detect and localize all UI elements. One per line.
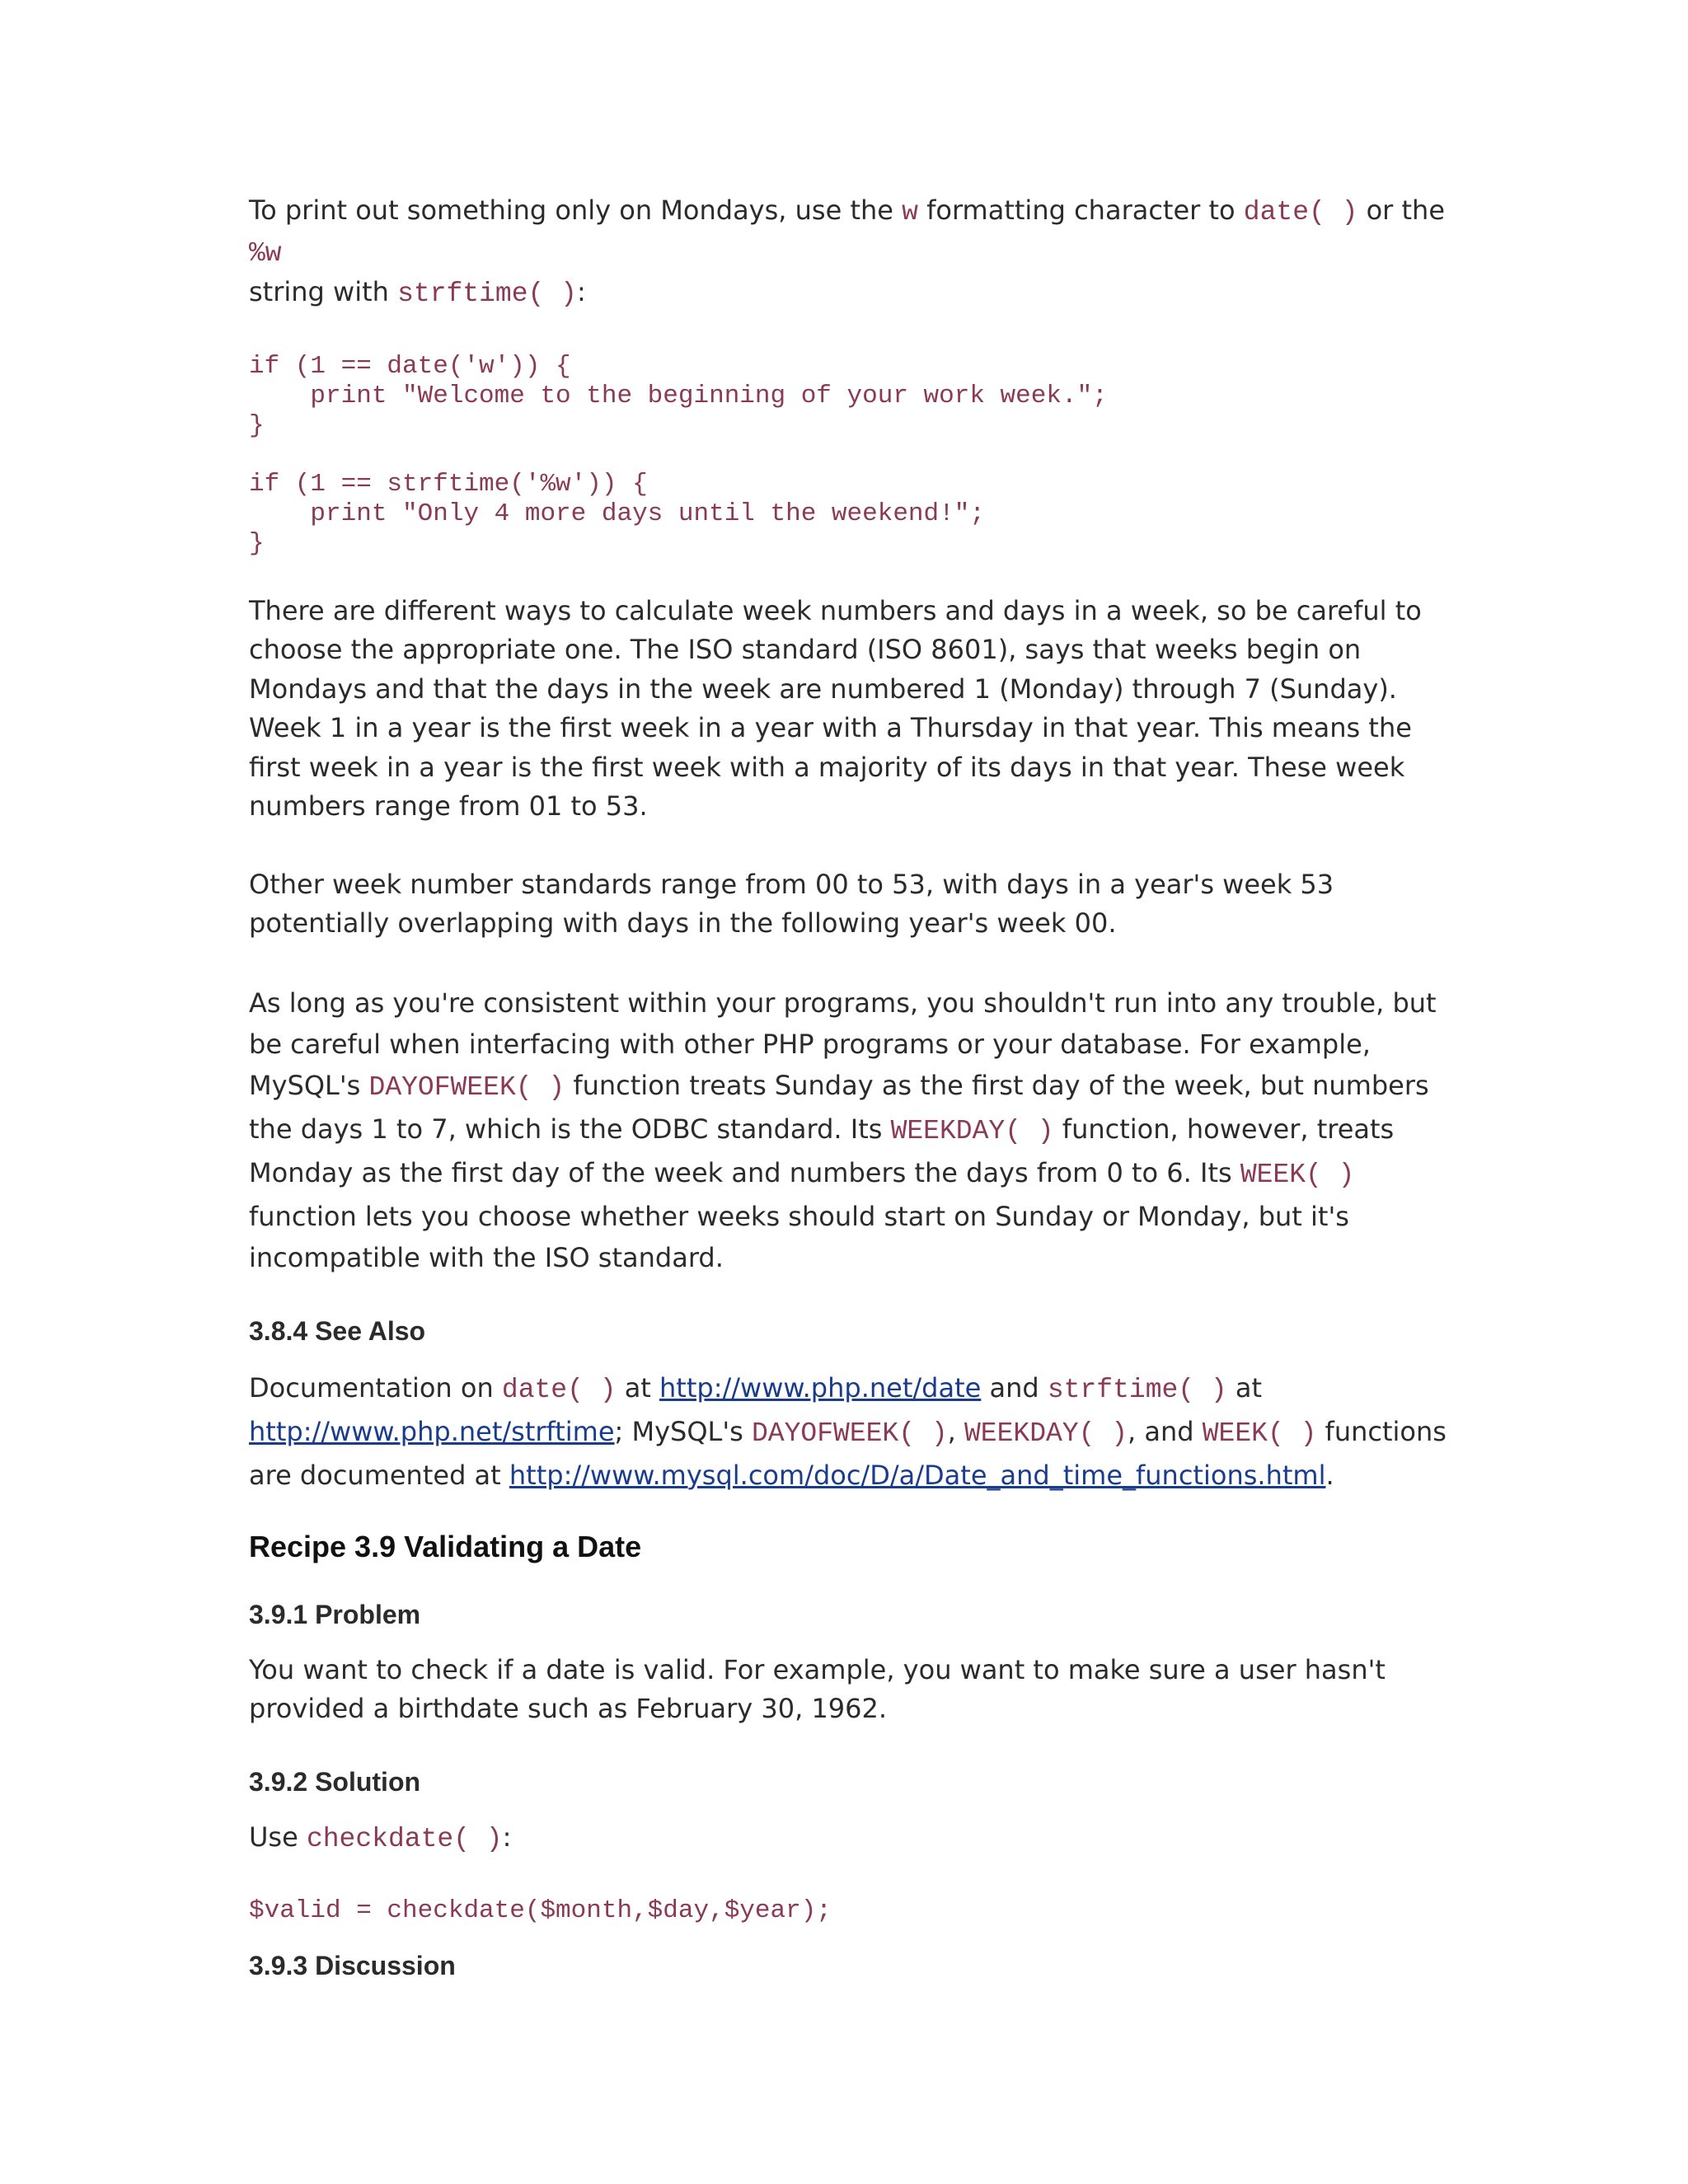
text: function, however, treats Monday as the first day of the week and numbers the days from 0 to 6. Its bbox=[249, 1113, 1395, 1188]
text: , bbox=[947, 1415, 964, 1447]
see-also-heading: 3.8.4 See Also bbox=[249, 1315, 426, 1346]
inline-code: WEEK( ) bbox=[1240, 1159, 1355, 1190]
php-date-link[interactable]: http://www.php.net/date bbox=[659, 1371, 982, 1404]
text: As long as you're consistent within your programs, you shouldn't run into any trouble, but be careful when interfacing with other PHP programs or your database. For example, MySQL's bbox=[249, 987, 1437, 1101]
inline-code: checkdate( ) bbox=[306, 1823, 503, 1854]
text: Documentation on bbox=[249, 1371, 502, 1404]
problem-heading: 3.9.1 Problem bbox=[249, 1599, 421, 1629]
text: . bbox=[1325, 1459, 1334, 1491]
text: at bbox=[616, 1371, 660, 1404]
other-standards-paragraph: Other week number standards range from 00 to 53, with days in a year's week 53 potentially overlapping with days in the following year's week 00. bbox=[249, 868, 1334, 939]
text: functions are documented at bbox=[249, 1415, 1447, 1491]
code-block-checkdate: $valid = checkdate($month,$day,$year); bbox=[249, 1896, 832, 1925]
inline-code: WEEKDAY( ) bbox=[964, 1418, 1128, 1449]
text: function treats Sunday as the first day of the week, but numbers the days 1 to 7, which is the ODBC standard. Its bbox=[249, 1069, 1429, 1145]
inline-code: date( ) bbox=[501, 1374, 617, 1405]
text: and bbox=[981, 1371, 1048, 1404]
solution-heading: 3.9.2 Solution bbox=[249, 1766, 421, 1797]
mysql-paragraph bbox=[249, 982, 1469, 1278]
see-also-paragraph bbox=[249, 1367, 1469, 1496]
text: : bbox=[576, 276, 586, 307]
intro-paragraph bbox=[249, 191, 1469, 314]
text: ; MySQL's bbox=[614, 1415, 752, 1447]
text: function lets you choose whether weeks should start on Sunday or Monday, but it's incompatible with the ISO standard. bbox=[249, 1200, 1349, 1273]
iso-week-paragraph: There are different ways to calculate week numbers and days in a week, so be careful to choose the appropriate one. The ISO standard (ISO 8601), says that weeks begin on Mondays and that the days in the week are numbered 1 (Monday) through 7 (Sunday). Week 1 in a year is the first week in a year with a Thursday in that year. This means the first week in a year is the first week with a majority of its days in that year. These week numbers range from 01 to 53. bbox=[249, 594, 1422, 822]
text: string with bbox=[249, 276, 398, 307]
document-page bbox=[249, 191, 1469, 1982]
inline-code: DAYOFWEEK( ) bbox=[368, 1071, 565, 1103]
inline-code: WEEK( ) bbox=[1202, 1418, 1317, 1449]
discussion-heading: 3.9.3 Discussion bbox=[249, 1951, 456, 1980]
text: Use bbox=[249, 1821, 307, 1853]
recipe-title: Recipe 3.9 Validating a Date bbox=[249, 1529, 642, 1563]
problem-paragraph: You want to check if a date is valid. For example, you want to make sure a user hasn't provided a birthdate such as February 30, 1962. bbox=[249, 1653, 1386, 1724]
text: To print out something only on Mondays, use the bbox=[249, 194, 903, 226]
solution-paragraph bbox=[249, 1818, 1469, 1859]
inline-code: WEEKDAY( ) bbox=[890, 1115, 1054, 1146]
text: at bbox=[1226, 1371, 1263, 1404]
php-strftime-link[interactable]: http://www.php.net/strftime bbox=[249, 1415, 615, 1447]
mysql-docs-link[interactable]: http://www.mysql.com/doc/D/a/Date_and_time_functions.html bbox=[509, 1459, 1326, 1491]
text: : bbox=[502, 1821, 512, 1853]
inline-code: strftime( ) bbox=[397, 279, 577, 309]
code-block-strftime: if (1 == strftime('%w')) { print "Only 4 more days until the weekend!"; } bbox=[249, 469, 985, 558]
inline-code: date( ) bbox=[1243, 197, 1358, 227]
code-block-date: if (1 == date('w')) { print "Welcome to the beginning of your work week."; } bbox=[249, 351, 1108, 440]
inline-code: strftime( ) bbox=[1047, 1374, 1227, 1405]
inline-code: %w bbox=[249, 237, 282, 269]
text: or the bbox=[1357, 194, 1445, 226]
text: , and bbox=[1128, 1415, 1203, 1447]
inline-code: DAYOFWEEK( ) bbox=[752, 1418, 948, 1449]
inline-code: w bbox=[902, 197, 918, 227]
text: formatting character to bbox=[917, 194, 1244, 226]
